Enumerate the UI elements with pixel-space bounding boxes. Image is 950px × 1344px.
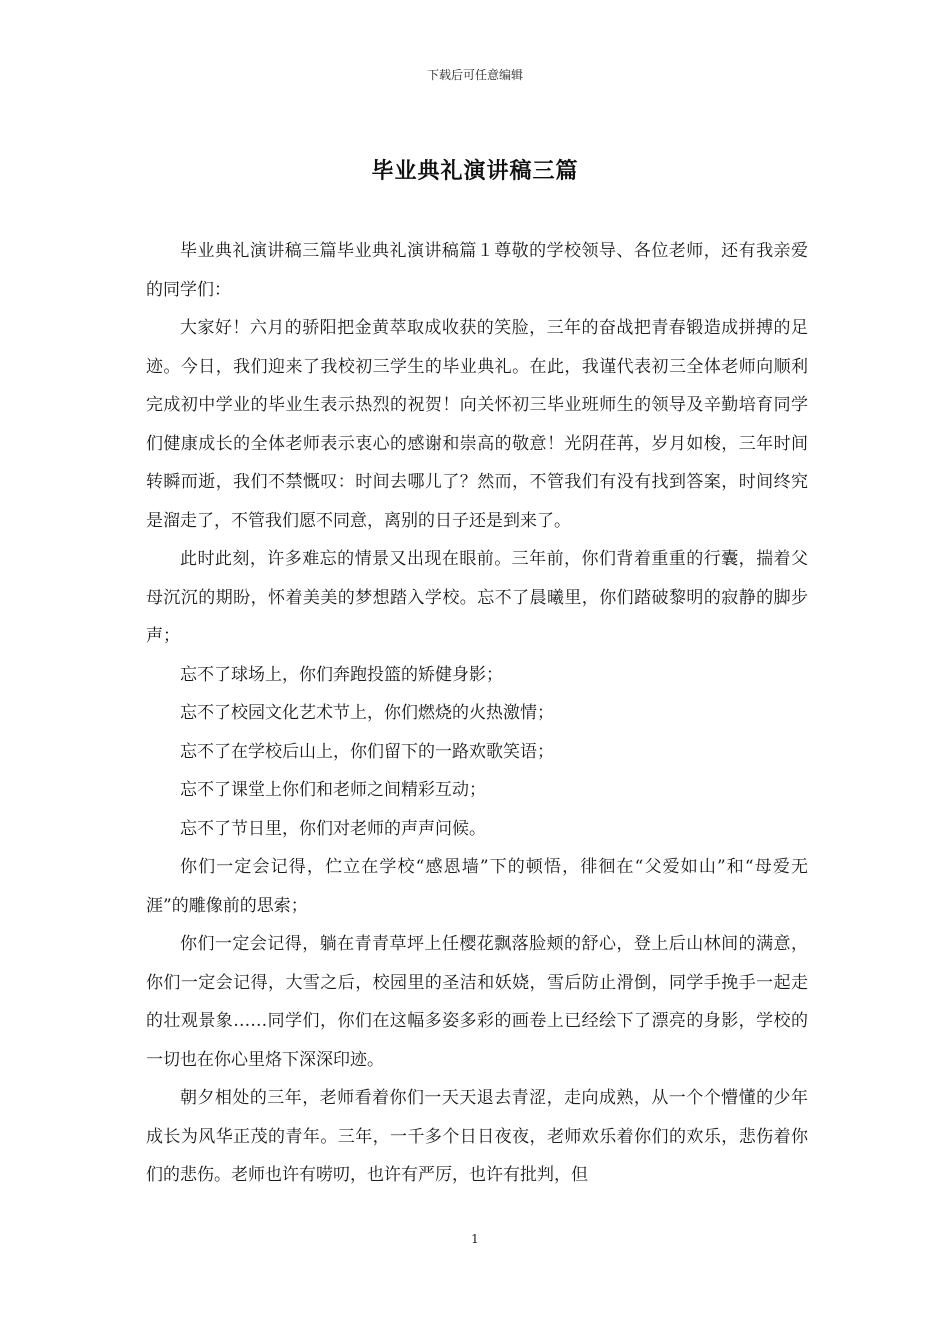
paragraph: 忘不了在学校后山上，你们留下的一路欢歌笑语； [180, 741, 554, 762]
page-number: 1 [471, 1232, 479, 1246]
paragraph: 你们一定会记得，躺在青青草坪上任樱花飘落脸颊的舒心，登上后山林间的满意，你们一定会记得，大雪之后，校园里的圣洁和妖娆，雪后防止滑倒，同学手挽手一起走的壮观景象……同学们，你们在这幅多姿多彩的画卷上已经绘下了漂亮的身影，学校的一切也在你心里烙下深深印迹。 [146, 934, 808, 1070]
paragraph: 毕业典礼演讲稿三篇毕业典礼演讲稿篇１尊敬的学校领导、各位老师，还有我亲爱的同学们： [146, 241, 808, 300]
paragraph: 大家好！六月的骄阳把金黄萃取成收获的笑脸，三年的奋战把青春锻造成拼搏的足迹。今日，我们迎来了我校初三学生的毕业典礼。在此，我谨代表初三全体老师向顺利完成初中学业的毕业生表示热烈的祝贺！向关怀初三毕业班师生的领导及辛勤培育同学们健康成长的全体老师表示衷心的感谢和崇高的敬意！光阴荏苒，岁月如梭，三年时间转瞬而逝，我们不禁慨叹：时间去哪儿了？然而，不管我们有没有找到答案，时间终究是溜走了，不管我们愿不同意，离别的日子还是到来了。 [146, 318, 808, 531]
page-header: 下载后可任意编辑 [426, 68, 523, 82]
paragraph: 朝夕相处的三年，老师看着你们一天天退去青涩，走向成熟，从一个个懵懂的少年成长为风华正茂的青年。三年，一千多个日日夜夜，老师欢乐着你们的欢乐，悲伤着你们的悲伤。老师也许有唠叨，也许有严厉，也许有批判，但 [146, 1088, 808, 1185]
paragraph: 忘不了球场上，你们奔跑投篮的矫健身影； [180, 664, 503, 685]
paragraph: 忘不了校园文化艺术节上，你们燃烧的火热激情； [180, 703, 554, 723]
paragraph: 忘不了节日里，你们对老师的声声问候。 [180, 818, 486, 839]
document-body [146, 232, 808, 1195]
document-title: 毕业典礼演讲稿三篇 [371, 158, 579, 184]
paragraph: 你们一定会记得，伫立在学校“感恩墙”下的顿悟，徘徊在“父爱如山”和“母爱无涯”的雕像前的思索； [146, 857, 808, 916]
paragraph: 忘不了课堂上你们和老师之间精彩互动； [180, 780, 486, 800]
paragraph: 此时此刻，许多难忘的情景又出现在眼前。三年前，你们背着重重的行囊，揣着父母沉沉的期盼，怀着美美的梦想踏入学校。忘不了晨曦里，你们踏破黎明的寂静的脚步声； [146, 549, 808, 646]
